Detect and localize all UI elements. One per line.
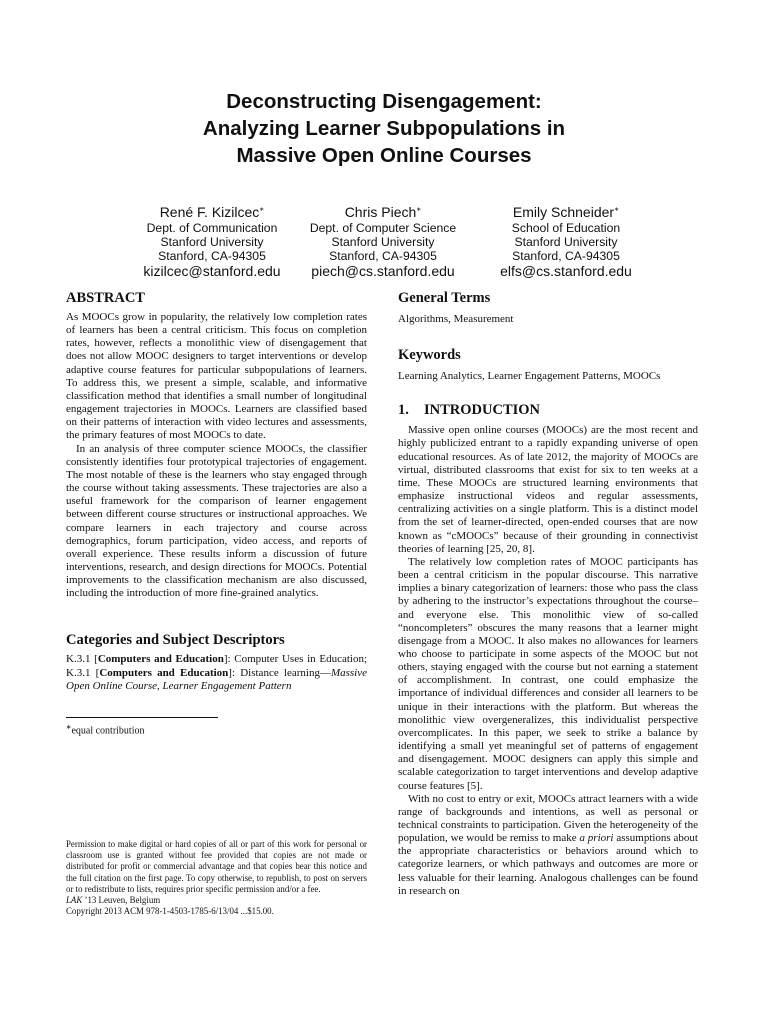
footnote-divider	[66, 717, 218, 718]
title-line: Deconstructing Disengagement:	[226, 90, 542, 113]
section-number: 1.	[398, 402, 409, 419]
footnote-text: equal contribution	[71, 725, 145, 737]
author-affiliation: Stanford, CA-94305	[512, 249, 620, 263]
author-email: kizilcec@stanford.edu	[143, 263, 281, 279]
general-terms-text: Algorithms, Measurement	[398, 313, 514, 325]
category-code: K.3.1 [	[66, 653, 98, 666]
title-line: Massive Open Online Courses	[236, 144, 532, 167]
right-column	[398, 290, 698, 898]
permission-text: Permission to make digital or hard copies of all or part of this work for personal or classroom use is granted without fee provided that copies are not made or distributed for profit or commercial advantage and that copies bear this notice and the full citation on the first page. To copy otherwise, to republish, to post on servers or to redistribute to lists, requires prior specific permission and/or a fee.	[66, 839, 367, 894]
copyright-line: Copyright 2013 ACM 978-1-4503-1785-6/13/04 ...$15.00.	[66, 906, 274, 917]
keywords-text: Learning Analytics, Learner Engagement Patterns, MOOCs	[398, 370, 661, 383]
paragraph-text: assumptions about the appropriate characteristics or behaviors around which to categorize learners, or which pathways and outcomes are more or less valuable for their learning. Analogous challenges can be found in research on	[398, 832, 698, 897]
footnote	[66, 721, 367, 737]
author-affiliation: Stanford University	[160, 235, 264, 249]
abstract-heading: ABSTRACT	[66, 290, 145, 306]
author-affiliation: Dept. of Computer Science	[309, 221, 457, 235]
introduction-heading	[398, 402, 698, 418]
keywords-heading: Keywords	[398, 347, 461, 364]
author-email: piech@cs.stanford.edu	[311, 263, 455, 279]
category-descriptor: ]: Distance learning—	[228, 666, 331, 679]
venue-line	[66, 895, 367, 906]
category-keywords: Massive Open Online Course, Learner Engagement Pattern	[66, 666, 367, 692]
general-terms-heading: General Terms	[398, 290, 491, 306]
venue-location: ’13 Leuven, Belgium	[82, 895, 161, 906]
introduction-paragraph: The relatively low completion rates of MOOC participants has been a central criticism in the popular discourse. This narrative implies a binary categorization of learners: those who pass the class by adhering to the instructor’s expectations throughout the course–and everyone else. This monolithic view of so-called “noncompleters” obscures the many reasons that a learner might disengage from a MOOC. It also makes no allowances for learners who choose to participate in some aspects of the MOOC but not others, staying engaged with the course but not earning a statement of accomplishment. In contrast, one could emphasize the importance of individual differences and consider all learners to be unique in their interactions with the platform. But whereas the monolithic view overgeneralizes, this individualist perspective overcomplicates. In this paper, we seek to strike a balance by identifying a small yet meaningful set of patterns of engagement and disengagement. MOOC designers can apply this simple and scalable categorization to target interventions and develop adaptive course features [5].	[398, 555, 698, 792]
author-affiliation: Stanford, CA-94305	[158, 249, 266, 263]
author-affiliation: Stanford University	[514, 235, 618, 249]
author-name	[446, 201, 686, 221]
title-line: Analyzing Learner Subpopulations in	[202, 117, 566, 140]
footnote-mark: ∗	[66, 723, 72, 731]
categories-text	[66, 653, 367, 692]
equal-contribution-mark: ∗	[416, 207, 422, 213]
author-affiliation: Dept. of Communication	[146, 221, 278, 235]
author-affiliation: School of Education	[511, 221, 621, 235]
copyright-notice	[66, 839, 367, 917]
paragraph-text: With no cost to entry or exit, MOOCs attract learners with a wide range of backgrounds and intentions, as well as personal or technical constraints to participation. Given the heterogeneity of the population, we would be remiss to make	[398, 792, 698, 845]
category-term: Computers and Education	[99, 666, 229, 679]
author-name-text: Emily Schneider	[512, 204, 615, 220]
paper-title	[0, 88, 768, 169]
introduction-paragraph: Massive open online courses (MOOCs) are the most recent and highly publicized entrant to a rapidly expanding universe of open educational resources. As of late 2012, the majority of MOOCs are virtual, distributed classrooms that exist for six to ten weeks at a time. These MOOCs are structured learning environments that emphasize instructional videos and regular assessments, centralizing activities on a single platform. This is a distinct model from the set of learner-directed, open-ended courses that are now known as “cMOOCs” because of their grounding in connectivist theories of learning [25, 20, 8].	[398, 424, 698, 555]
equal-contribution-mark: ∗	[614, 207, 620, 213]
left-column	[66, 290, 367, 737]
author-affiliation: Stanford, CA-94305	[329, 249, 437, 263]
italic-phrase: a priori	[579, 832, 614, 845]
equal-contribution-mark: ∗	[259, 207, 265, 213]
author-block	[446, 201, 686, 280]
introduction-paragraph	[398, 793, 698, 898]
author-affiliation: Stanford University	[331, 235, 435, 249]
author-name-text: Chris Piech	[344, 204, 417, 220]
author-email: elfs@cs.stanford.edu	[500, 263, 632, 279]
author-name-text: René F. Kizilcec	[159, 204, 260, 220]
abstract-paragraph: As MOOCs grow in popularity, the relatively low completion rates of learners has been a central criticism. This focus on completion rates, however, reflects a monolithic view of disengagement that does not allow MOOC designers to target interventions or develop adaptive course features for particular subpopulations of learners. To address this, we present a simple, scalable, and informative classification method that identifies a small number of longitudinal engagement trajectories in MOOCs. Learners are classified based on their patterns of interaction with video lectures and assessments, the primary features of most MOOCs to date.	[66, 311, 367, 442]
section-title: INTRODUCTION	[424, 402, 541, 419]
categories-heading: Categories and Subject Descriptors	[66, 632, 285, 649]
category-descriptor: ]: Computer Uses in Education; K.3.1 [	[66, 653, 368, 679]
venue-name: LAK	[66, 895, 83, 906]
category-term: Computers and Education	[97, 653, 224, 666]
abstract-paragraph: In an analysis of three computer science MOOCs, the classifier consistently identifies four prototypical trajectories of engagement. The most notable of these is the learners who stay engaged through the course without taking assessments. These trajectories are also a useful framework for the comparison of learner engagement between different course structures or instructional approaches. We compare learners in each trajectory and course across demographics, forum participation, video access, and reports of overall experience. These results inform a discussion of future interventions, research, and design directions for MOOCs. Potential improvements to the classification mechanism are also discussed, including the introduction of more fine-grained analytics.	[66, 442, 367, 600]
